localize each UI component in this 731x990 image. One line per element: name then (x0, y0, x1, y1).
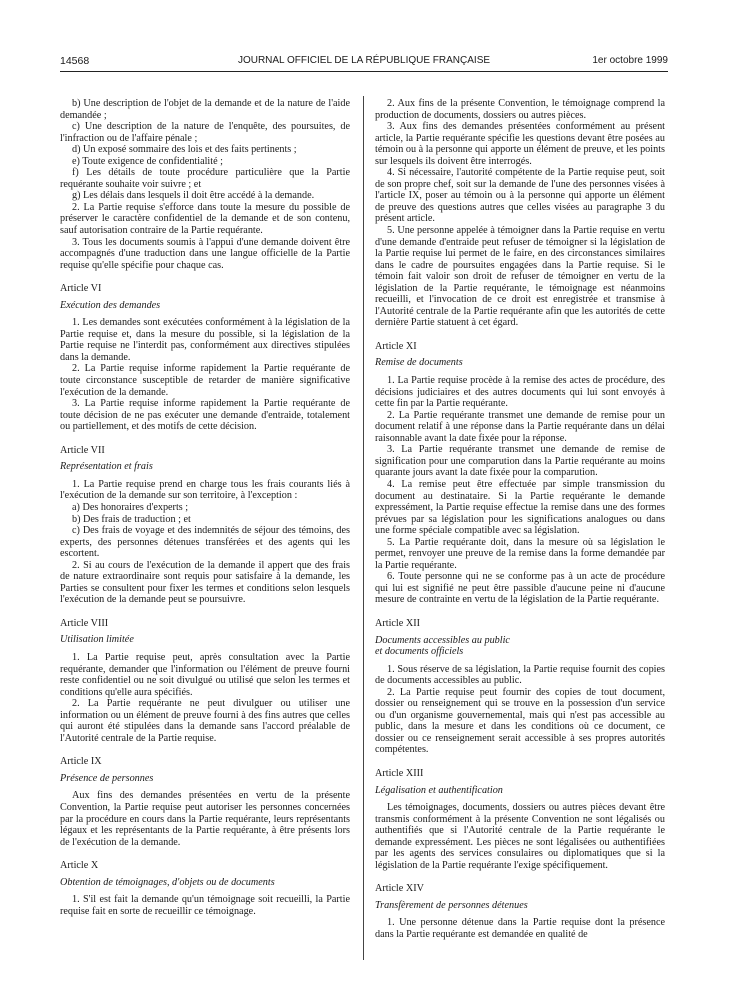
paragraph: 1. Une personne détenue dans la Partie requise dont la présence dans la Partie requérante est demandée en qualité de (375, 917, 665, 940)
paragraph: 5. La Partie requérante doit, dans la mesure où sa législation le permet, renvoyer une preuve de la remise dans la forme demandée par la Partie requérante. (375, 536, 665, 571)
paragraph: 1. La Partie requise procède à la remise des actes de procédure, des décisions judiciaires et des autres documents qui lui sont envoyés à cette fin par la Partie requérante. (375, 375, 665, 410)
paragraph: 2. La Partie requise informe rapidement la Partie requérante de toute circonstance susceptible de retarder de manière significative l'exécution de la demande. (60, 363, 350, 398)
paragraph: 2. Si au cours de l'exécution de la demande il appert que des frais de nature extraordinaire sont requis pour satisfaire à la demande, les Parties se consultent pour fixer les termes et conditions selon lesquels l'exécution de la demande peut se poursuivre. (60, 559, 350, 606)
paragraph: b) Des frais de traduction ; et (72, 513, 191, 525)
paragraph: 3. La Partie requérante transmet une demande de remise de signification pour une comparution dans la Partie requérante au moins quarante jours avant la date fixée pour la comparution. (375, 444, 665, 479)
issue-date: 1er octobre 1999 (592, 55, 668, 66)
paragraph: 2. La Partie requise peut fournir des copies de tout document, dossier ou renseignement qui se trouve en la possession d'un service ou d'un organisme gouvernemental, mais qui n'est pas accessible au public, dans la mesure et dans les conditions où ce document, ce dossier ou ce renseignement serait accessible à ses propres autorités compétentes. (375, 686, 665, 756)
article-subtitle: Remise de documents (375, 357, 463, 369)
paragraph: c) Une description de la nature de l'enquête, des poursuites, de l'infraction ou de l'affaire pénale ; (60, 121, 350, 144)
article-subtitle: Utilisation limitée (60, 634, 134, 646)
paragraph: f) Les détails de toute procédure particulière que la Partie requérante souhaite voir suivre ; et (60, 167, 350, 190)
article-heading: Article X (60, 860, 99, 872)
paragraph: 2. Aux fins de la présente Convention, le témoignage comprend la production de documents, dossiers ou autres pièces. (375, 98, 665, 121)
article-subtitle: Documents accessibles au public (375, 634, 510, 646)
article-heading: Article XIII (375, 767, 424, 779)
paragraph: 1. S'il est fait la demande qu'un témoignage soit recueilli, la Partie requise fait en sorte de recueillir ce témoignage. (60, 894, 350, 917)
article-heading: Article XIV (375, 883, 424, 895)
article-subtitle: et documents officiels (375, 646, 464, 658)
article-subtitle: Obtention de témoignages, d'objets ou de documents (60, 876, 275, 888)
paragraph: 3. Aux fins des demandes présentées conformément au présent article, la Partie requérante spécifie les questions devant être posées au témoin ou à la personne qui apporte un élément de preuve, et les points sur lesquels ils doivent être interrogés. (375, 121, 665, 167)
paragraph: c) Des frais de voyage et des indemnités de séjour des témoins, des experts, des personnes détenues transférées et des agents qui les escortent. (60, 525, 350, 560)
paragraph: 3. Tous les documents soumis à l'appui d'une demande doivent être accompagnés d'une traduction dans une langue officielle de la Partie requise qu'elle spécifie pour chaque cas. (60, 236, 350, 271)
article-subtitle: Transfèrement de personnes détenues (375, 899, 528, 911)
article-subtitle: Légalisation et authentification (375, 784, 503, 796)
paragraph: Aux fins des demandes présentées en vertu de la présente Convention, la Partie requise peut autoriser les personnes concernées par la procédure en cours dans la Partie requérante, leurs représentants légaux et les représentants de la Partie requérante, à être présents lors de l'exécution de la demande. (60, 790, 350, 848)
article-subtitle: Exécution des demandes (60, 299, 161, 311)
article-heading: Article XI (375, 340, 417, 352)
paragraph: b) Une description de l'objet de la demande et de la nature de l'aide demandée ; (60, 98, 350, 121)
paragraph: g) Les délais dans lesquels il doit être accédé à la demande. (72, 190, 315, 202)
paragraph: a) Des honoraires d'experts ; (72, 501, 189, 513)
page-number: 14568 (60, 55, 90, 67)
paragraph: 2. La Partie requise s'efforce dans toute la mesure du possible de préserver le caractère confidentiel de la demande et de son contenu, sauf autorisation contraire de la Partie requérante. (60, 201, 350, 237)
paragraph: e) Toute exigence de confidentialité ; (72, 155, 223, 167)
paragraph: 1. Sous réserve de sa législation, la Partie requise fournit des copies de documents accessibles au public. (375, 663, 665, 687)
paragraph: 3. La Partie requise informe rapidement la Partie requérante de toute décision de ne pas exécuter une demande d'entraide, totalement ou partiellement, et des motifs de cette décision. (60, 398, 350, 433)
paragraph: 5. Une personne appelée à témoigner dans la Partie requise en vertu d'une demande d'entraide peut refuser de témoigner si la législation de la Partie requise lui permet de le faire, en des circonstances similaires dans le cadre de poursuites engagées dans la Partie requise. Si le témoin fait valoir son droit de refuser de témoigner en vertu de la législation de la Partie requérante, le témoignage est néanmoins recueilli, et l'invocation de ce droit est enregistrée et transmise à l'Autorité centrale de la Partie requérante afin que les autorités de cette dernière Partie statuent à cet égard. (375, 225, 665, 329)
journal-title: JOURNAL OFFICIEL DE LA RÉPUBLIQUE FRANÇAISE (237, 55, 491, 66)
article-heading: Article XII (375, 617, 420, 629)
paragraph: d) Un exposé sommaire des lois et des faits pertinents ; (72, 144, 297, 156)
paragraph: 2. La Partie requérante transmet une demande de remise pour un document relatif à une réponse dans la Partie requérante dans un délai raisonnable avant la date fixée pour la réponse. (375, 409, 665, 444)
article-subtitle: Présence de personnes (60, 772, 154, 784)
paragraph: 2. La Partie requérante ne peut divulguer ou utiliser une information ou un élément de preuve fourni à des fins autres que celles qui auront été stipulées dans la demande sans l'accord préalable de l'Autorité centrale de la Partie requise. (60, 698, 350, 744)
paragraph: Les témoignages, documents, dossiers ou autres pièces devant être transmis conformément à la présente Convention ne sont légalisés ou authentifiés que si l'Autorité centrale de la Partie requérante le demande expressément. Les pièces ne sont légalisées ou authentifiées par les agents des services consulaires ou diplomatiques que si la législation de la Partie requérante l'exige spécifiquement. (375, 802, 665, 871)
paragraph: 6. Toute personne qui ne se conforme pas à un acte de procédure qui lui est signifié ne peut être passible d'aucune peine ni d'aucune mesure de contrainte en vertu de la législation de la Partie requérante. (375, 571, 665, 606)
article-heading: Article VIII (60, 617, 109, 629)
right-column (375, 98, 665, 941)
article-heading: Article VII (60, 444, 105, 456)
paragraph: 4. Si nécessaire, l'autorité compétente de la Partie requise peut, soit de son propre chef, soit sur la demande de l'une des personnes visées à l'article IX, poser au témoin ou à la personne qui apporte un élément de preuve des questions autres que celles visées au paragraphe 3 du présent article. (375, 167, 665, 225)
paragraph: 1. La Partie requise prend en charge tous les frais courants liés à l'exécution de la demande sur son territoire, à l'exception : (60, 478, 350, 502)
paragraph: 4. La remise peut être effectuée par simple transmission du document au destinataire. Si la Partie requérante le demande expressément, la Partie requise effectue la remise dans une des formes prévues par sa législation pour les significations analogues ou dans une forme spéciale compatible avec sa législation. (375, 478, 665, 537)
article-subtitle: Représentation et frais (60, 461, 153, 473)
article-heading: Article IX (60, 756, 102, 768)
header-rule (60, 71, 668, 72)
left-column (60, 98, 350, 917)
paragraph: 1. Les demandes sont exécutées conformément à la législation de la Partie requise et, dans la mesure du possible, si la législation de la Partie requise ne l'interdit pas, conformément aux directives stipulées dans la demande. (60, 317, 350, 363)
article-heading: Article VI (60, 283, 102, 295)
paragraph: 1. La Partie requise peut, après consultation avec la Partie requérante, demander que l'information ou l'élément de preuve fourni reste confidentiel ou ne soit divulgué ou utilisé que selon les termes et conditions qu'elle aura spécifiés. (60, 651, 350, 698)
page-header (60, 55, 668, 69)
column-divider (363, 96, 364, 960)
